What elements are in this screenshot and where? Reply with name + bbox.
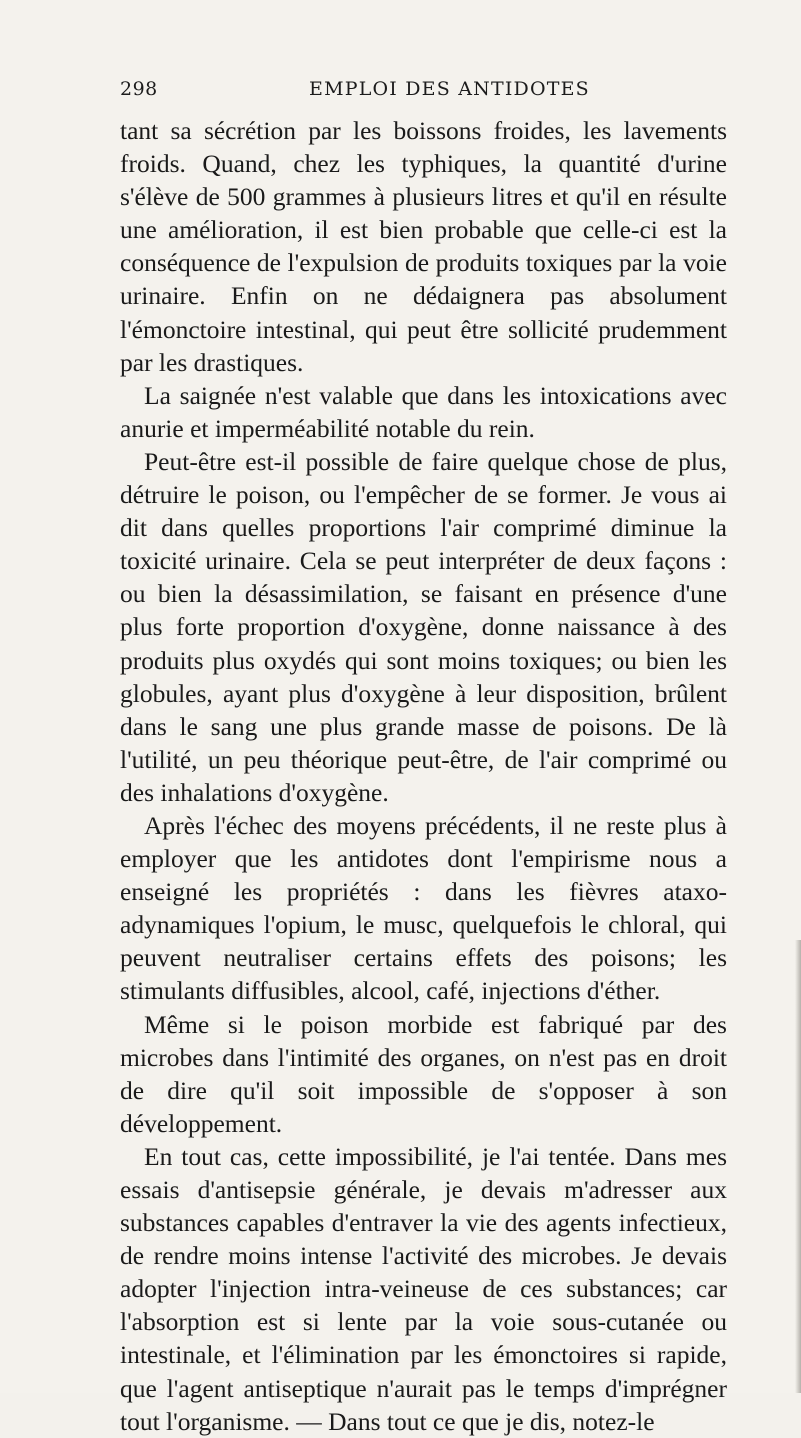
paragraph: Même si le poison morbide est fabriqué par des microbes dans l'intimité des organes, on n'est pas en droit de dire qu'il soit impossible de s'opposer à son développement. [120, 1009, 727, 1138]
running-title: EMPLOI DES ANTIDOTES [309, 78, 590, 100]
paragraph: Peut-être est-il possible de faire quelque chose de plus, détruire le poison, ou l'empêcher de se former. Je vous ai dit dans quelles proportions l'air comprimé diminue la toxicité urinaire. Cela se peut interpréter de deux façons : ou bien la désassimilation, se faisant en présence d'une plus forte proportion d'oxygène, donne naissance à des produits plus oxydés qui sont moins toxiques; ou bien les globules, ayant plus d'oxygène à leur disposition, brûlent dans le sang une plus grande masse de poisons. De là l'utilité, un peu théorique peut-être, de l'air comprimé ou des inhalations d'oxygène. [120, 446, 727, 807]
paragraph: La saignée n'est valable que dans les intoxications avec anurie et imperméabilité notable du rein. [120, 380, 727, 443]
body-text [120, 114, 727, 1438]
paragraph: Après l'échec des moyens précédents, il ne reste plus à employer que les antidotes dont l'empirisme nous a enseigné les propriétés : dans les fièvres ataxo-adynamiques l'opium, le musc, quelquefois le chloral, qui peuvent neutraliser certains effets des poisons; les stimulants diffusibles, alcool, café, injections d'éther. [120, 810, 727, 1006]
paragraph-continuation: tant sa sécrétion par les boissons froides, les lavements froids. Quand, chez les typhiques, la quantité d'urine s'élève de 500 grammes à plusieurs litres et qu'il en résulte une amélioration, il est bien probable que celle-ci est la conséquence de l'expulsion de produits toxiques par la voie urinaire. Enfin on ne dédaignera pas absolument l'émonctoire intestinal, qui peut être sollicité prudemment par les drastiques. [120, 116, 727, 377]
page-number: 298 [120, 78, 158, 100]
page-edge-shadow [795, 940, 801, 1393]
paragraph: En tout cas, cette impossibilité, je l'ai tentée. Dans mes essais d'antisepsie générale, je devais m'adresser aux substances capables d'entraver la vie des agents infectieux, de rendre moins intense l'activité des microbes. Je devais adopter l'injection intra-veineuse de ces substances; car l'absorption est si lente par la voie sous-cutanée ou intestinale, et l'élimination par les émonctoires si rapide, que l'agent antiseptique n'aurait pas le temps d'imprégner tout l'organisme. — Dans tout ce que je dis, notez-le [120, 1141, 727, 1436]
running-head [120, 78, 720, 108]
